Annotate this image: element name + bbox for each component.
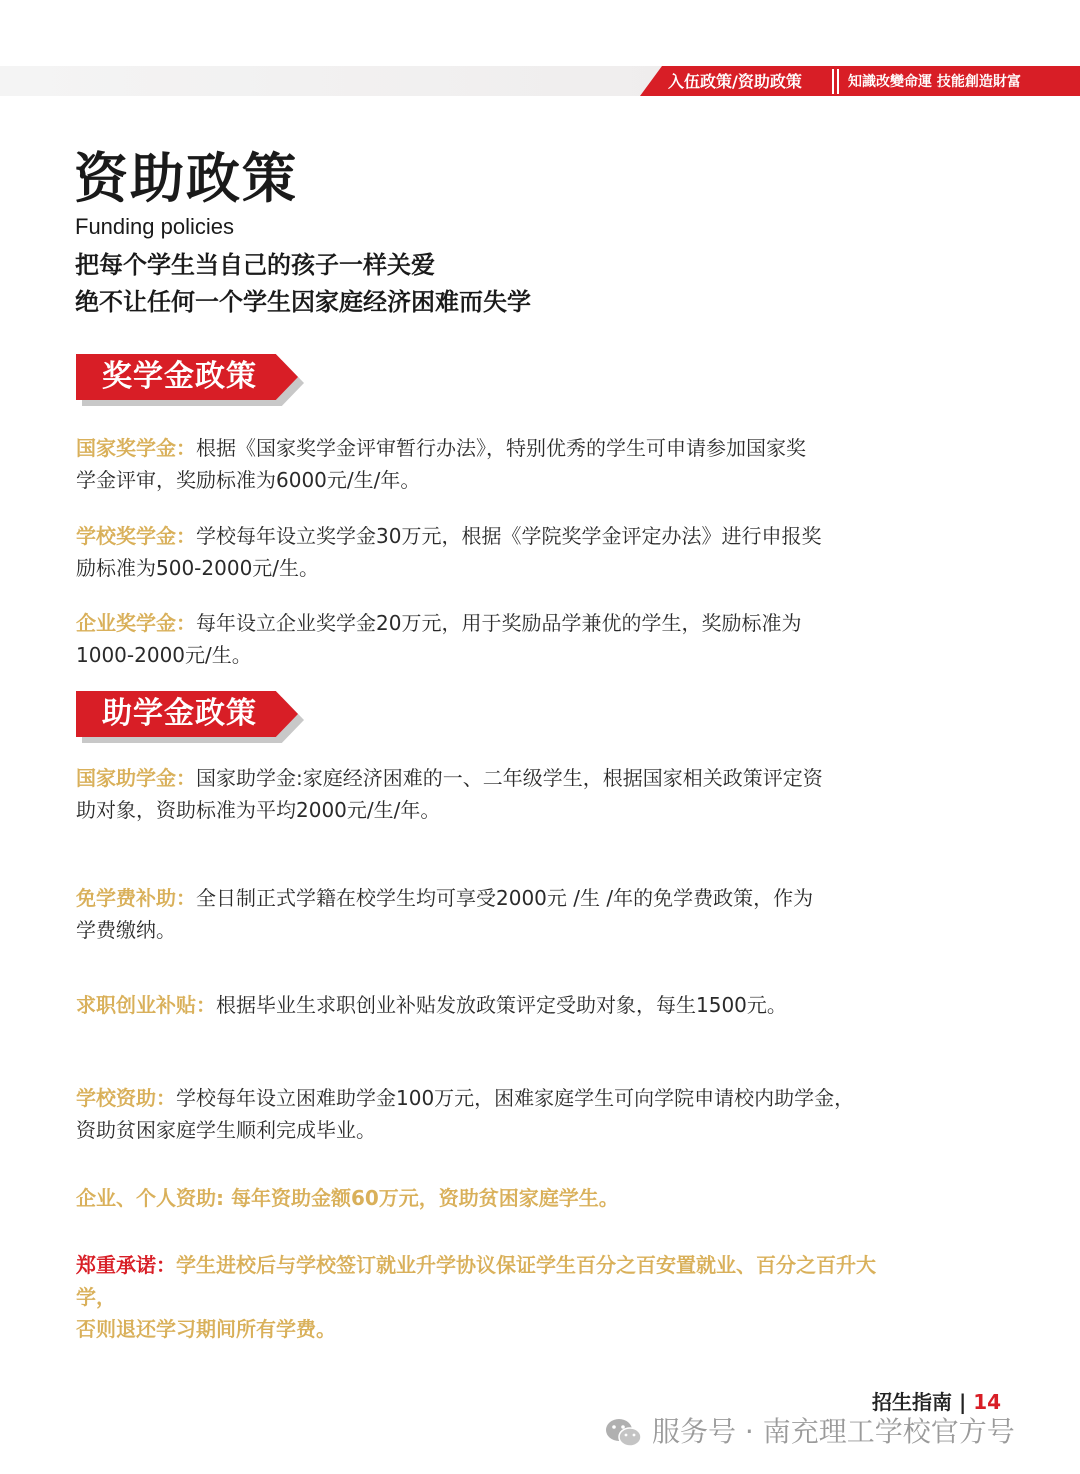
item-text: 学费缴纳。 [76, 918, 176, 942]
item-enterprise-aid: 企业、个人资助: 每年资助金额60万元，资助贫困家庭学生。 [76, 1186, 619, 1210]
item-text: 每年设立企业奖学金20万元，用于奖励品学兼优的学生，奖励标准为 [196, 611, 802, 635]
page-title: 资助政策 [74, 147, 298, 210]
item-text: 资助贫困家庭学生顺利完成毕业。 [76, 1118, 376, 1142]
item-text: 学校每年设立困难助学金100万元，困难家庭学生可向学院申请校内助学金， [176, 1086, 855, 1110]
item-label: 企业奖学金： [76, 611, 196, 635]
footer-guide: 招生指南 [872, 1390, 952, 1414]
watermark-text: 服务号 · 南充理工学校官方号 [652, 1415, 1015, 1448]
item-promise [76, 1249, 896, 1345]
item-label: 郑重承诺： [76, 1253, 176, 1277]
page-subtitle-en: Funding policies [75, 214, 234, 239]
slogan-1: 把每个学生当自己的孩子一样关爱 [75, 251, 435, 279]
item-enterprise-scholarship [76, 607, 896, 671]
item-national-grant [76, 762, 896, 826]
item-label: 免学费补助： [76, 886, 196, 910]
wechat-icon [604, 1416, 644, 1450]
item-label: 学校奖学金： [76, 524, 196, 548]
item-label: 国家助学金： [76, 766, 196, 790]
item-label: 国家奖学金： [76, 436, 196, 460]
header-divider [832, 69, 842, 94]
item-text: 根据毕业生求职创业补贴发放政策评定受助对象，每生1500元。 [216, 993, 787, 1017]
item-text: 全日制正式学籍在校学生均可享受2000元 /生 /年的免学费政策，作为 [196, 886, 814, 910]
item-text: 学生进校后与学校签订就业升学协议保证学生百分之百安置就业、百分之百升大学， [76, 1253, 876, 1309]
page-number: 14 [973, 1390, 1002, 1414]
footer-separator: | [958, 1390, 967, 1414]
section-title-scholarship: 奖学金政策 [102, 359, 257, 394]
header-motto: 知識改變命運 技能創造財富 [848, 74, 1021, 90]
item-label: 求职创业补贴： [76, 993, 216, 1017]
slogan-2: 绝不让任何一个学生因家庭经济困难而失学 [75, 288, 531, 316]
section-title-grant: 助学金政策 [102, 696, 257, 731]
header-section-label: 入伍政策/资助政策 [668, 72, 802, 91]
item-text: 国家助学金:家庭经济困难的一、二年级学生，根据国家相关政策评定资 [196, 766, 823, 790]
watermark [604, 1410, 1074, 1454]
item-job-subsidy [76, 989, 896, 1021]
section-header-grant [76, 691, 306, 743]
item-school-aid [76, 1082, 896, 1146]
section-header-scholarship [76, 354, 306, 406]
item-text: 根据《国家奖学金评审暂行办法》，特别优秀的学生可申请参加国家奖 [196, 436, 806, 460]
item-school-scholarship [76, 520, 896, 584]
item-text: 学金评审，奖励标准为6000元/生/年。 [76, 468, 421, 492]
item-national-scholarship [76, 432, 896, 496]
item-tuition-waiver [76, 882, 896, 946]
item-label: 学校资助： [76, 1086, 176, 1110]
item-text: 助对象，资助标准为平均2000元/生/年。 [76, 798, 441, 822]
item-text: 励标准为500-2000元/生。 [76, 556, 320, 580]
item-text: 学校每年设立奖学金30万元，根据《学院奖学金评定办法》进行申报奖 [196, 524, 822, 548]
item-text: 否则退还学习期间所有学费。 [76, 1317, 336, 1341]
item-text: 1000-2000元/生。 [76, 643, 252, 667]
